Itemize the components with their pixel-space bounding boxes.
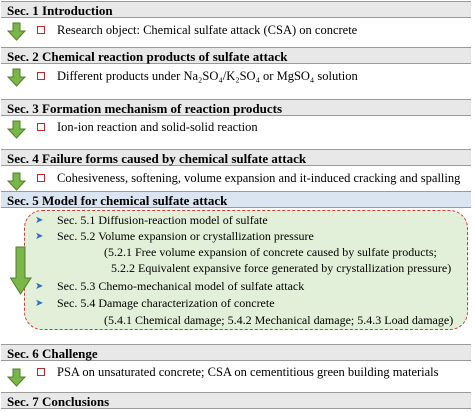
- section-item-2: Different products under Na₂SO₄/K₂SO₄ or MgSO₄ solution: [57, 69, 358, 83]
- bullet-icon: [37, 123, 45, 131]
- section-header-3: Sec. 3 Formation mechanism of reaction products: [1, 99, 471, 116]
- subsection-5-3: Sec. 5.3 Chemo-mechanical model of sulfate attack: [57, 279, 305, 293]
- down-arrow-icon: [7, 368, 27, 388]
- chevron-right-icon: ➤: [35, 298, 44, 309]
- section-item-3: Ion-ion reaction and solid-solid reaction: [57, 120, 258, 134]
- bullet-icon: [37, 368, 45, 376]
- subsection-5-1: Sec. 5.1 Diffusion-reaction model of sulfate: [57, 213, 268, 227]
- section-header-7: Sec. 7 Conclusions: [1, 392, 471, 409]
- subsection-5-2-1: (5.2.1 Free volume expansion of concrete caused by sulfate products;: [104, 245, 437, 259]
- chevron-right-icon: ➤: [35, 281, 44, 292]
- bullet-icon: [37, 174, 45, 182]
- section-header-2: Sec. 2 Chemical reaction products of sulfate attack: [1, 47, 471, 64]
- bullet-icon: [37, 26, 45, 34]
- section-header-4: Sec. 4 Failure forms caused by chemical sulfate attack: [1, 149, 471, 166]
- bullet-icon: [37, 72, 45, 80]
- down-arrow-icon: [7, 172, 27, 192]
- subsection-5-4: Sec. 5.4 Damage characterization of concrete: [57, 296, 275, 310]
- subsection-5-2-2: 5.2.2 Equivalent expansive force generated by crystallization pressure): [111, 261, 452, 275]
- subsection-5-2: Sec. 5.2 Volume expansion or crystallization pressure: [57, 229, 314, 243]
- section-header-6: Sec. 6 Challenge: [1, 344, 471, 361]
- down-arrow-icon: [7, 68, 27, 88]
- section-header-1: Sec. 1 Introduction: [1, 1, 471, 18]
- down-arrow-icon: [10, 246, 32, 296]
- section-item-6: PSA on unsaturated concrete; CSA on cementitious green building materials: [57, 365, 439, 379]
- down-arrow-icon: [7, 22, 27, 42]
- section-item-1: Research object: Chemical sulfate attack (CSA) on concrete: [57, 23, 358, 37]
- subsection-5-4-detail: (5.4.1 Chemical damage; 5.4.2 Mechanical damage; 5.4.3 Load damage): [104, 313, 454, 327]
- section-header-5: Sec. 5 Model for chemical sulfate attack: [1, 191, 471, 208]
- chevron-right-icon: ➤: [35, 231, 44, 242]
- down-arrow-icon: [7, 120, 27, 140]
- chevron-right-icon: ➤: [35, 215, 44, 226]
- section-item-4: Cohesiveness, softening, volume expansion and it-induced cracking and spalling: [57, 171, 461, 185]
